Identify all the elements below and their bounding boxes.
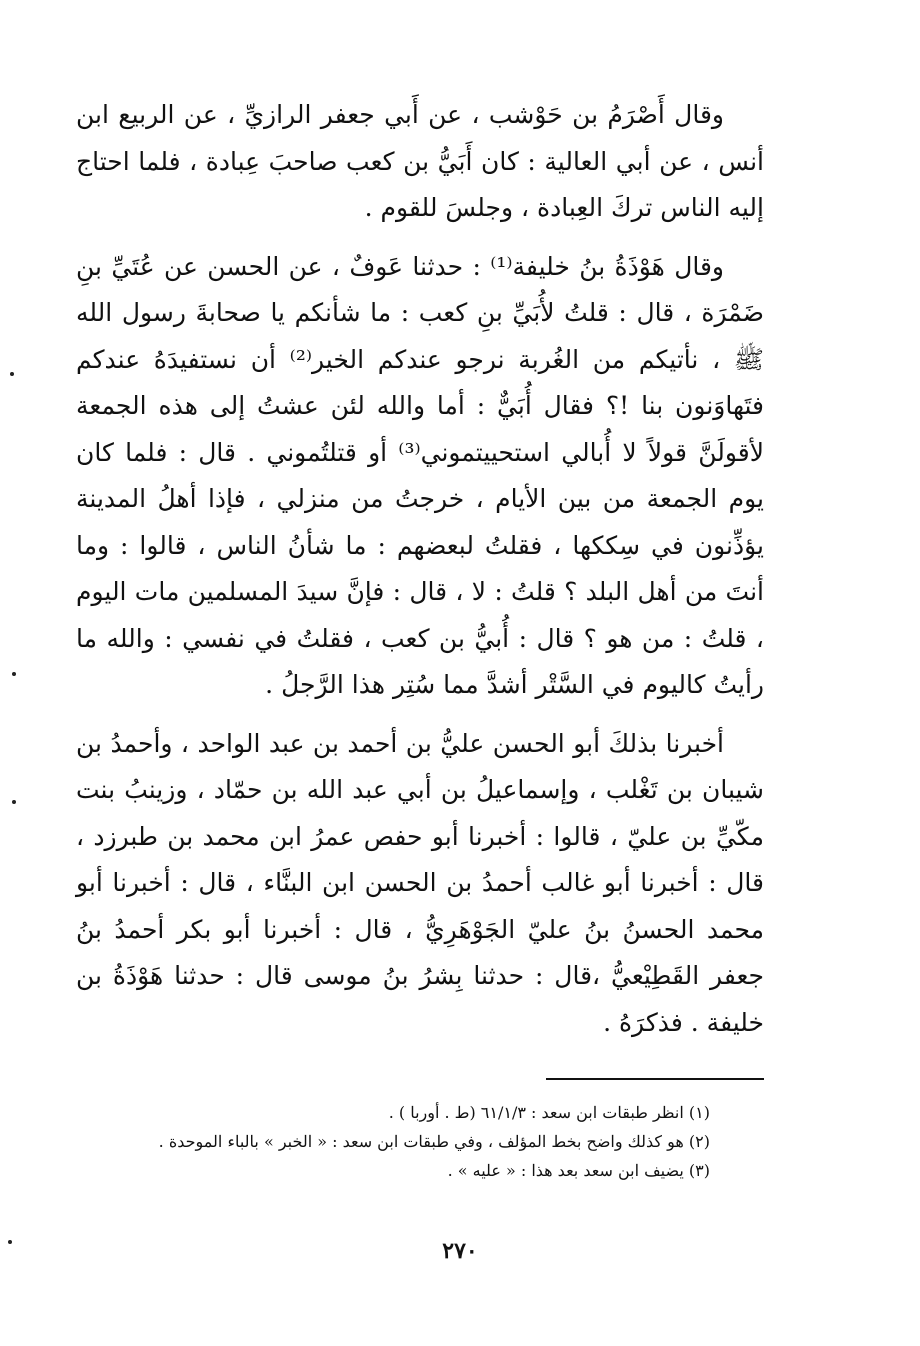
main-text (76, 92, 764, 1046)
footnote-2: (٢) هو كذلك واضح بخط المؤلف ، وفي طبقات ابن سعد : « الخبر » بالباء الموحدة . (158, 1132, 710, 1151)
footnote-3: (٣) يضيف ابن سعد بعد هذا : « عليه » . (447, 1161, 710, 1180)
paragraph-2: وقال هَوْذَةُ بنُ خليفة⁽¹⁾ : حدثنا عَوفٌ ، عن الحسن عن عُتَيِّ بنِ ضَمْرَة ، قال : قلتُ لأُبَيِّ بنِ كعب : ما شأنكم يا صحابةَ رسول الله ﷺ ، نأتيكم من الغُربة نرجو عندكم الخير⁽²⁾ أن نستفيدَهُ عندكم فتَهاوَنون بنا !؟ فقال أُبَيٌّ : أما والله لئن عشتُ إلى هذه الجمعة لأقولَنَّ قولاً لا أُبالي استحييتموني⁽³⁾ أو قتلتُموني . قال : فلما كان يوم الجمعة من بين الأيام ، خرجتُ من منزلي ، فإذا أهلُ المدينة يؤذِّنون في سِككها ، فقلتُ لبعضهم : ما شأنُ الناس ، قالوا : وما أنتَ من أهل البلد ؟ قلتُ : لا ، قال : فإنَّ سيدَ المسلمين مات اليوم ، قلتُ : من هو ؟ قال : أُبيُّ بن كعب ، فقلتُ في نفسي : والله ما رأيتُ كاليوم في السَّتْر أشدَّ مما سُتِر هذا الرَّجلُ . (76, 251, 765, 699)
footnote-separator (546, 1078, 764, 1080)
footnotes (90, 1098, 710, 1185)
margin-speck (10, 372, 14, 376)
margin-speck (8, 1240, 12, 1244)
paragraph-3: أخبرنا بذلكَ أبو الحسن عليُّ بن أحمد بن عبد الواحد ، وأحمدُ بن شيبان بن تَغْلب ، وإسماعيلُ بن أبي عبد الله بن حمّاد ، وزينبُ بنت مكّيِّ بن عليّ ، قالوا : أخبرنا أبو حفص عمرُ ابن محمد بن طبرزد ، قال : أخبرنا أبو غالب أحمدُ بن الحسن ابن البنَّاء ، قال : أخبرنا أبو محمد الحسنُ بنُ عليّ الجَوْهَرِيُّ ، قال : أخبرنا أبو بكر أحمدُ بنُ جعفر القَطِيْعيُّ ،قال : حدثنا بِشرُ بنُ موسى قال : حدثنا هَوْذَةُ بن خليفة . فذكرَهُ . (76, 728, 764, 1037)
margin-speck (12, 800, 16, 804)
margin-speck (12, 672, 16, 676)
paragraph-1: وقال أَصْرَمُ بن حَوْشب ، عن أَبي جعفر الرازيِّ ، عن الربيع ابن أنس ، عن أبي العالية : كان أَبَيُّ بن كعب صاحبَ عِبادة ، فلما احتاج إليه الناس تركَ العِبادة ، وجلسَ للقوم . (76, 100, 764, 222)
footnote-1: (١) انظر طبقات ابن سعد : ٦١/١/٣ (ط . أوربا ) . (388, 1103, 710, 1122)
page-number: ٢٧٠ (442, 1238, 478, 1264)
